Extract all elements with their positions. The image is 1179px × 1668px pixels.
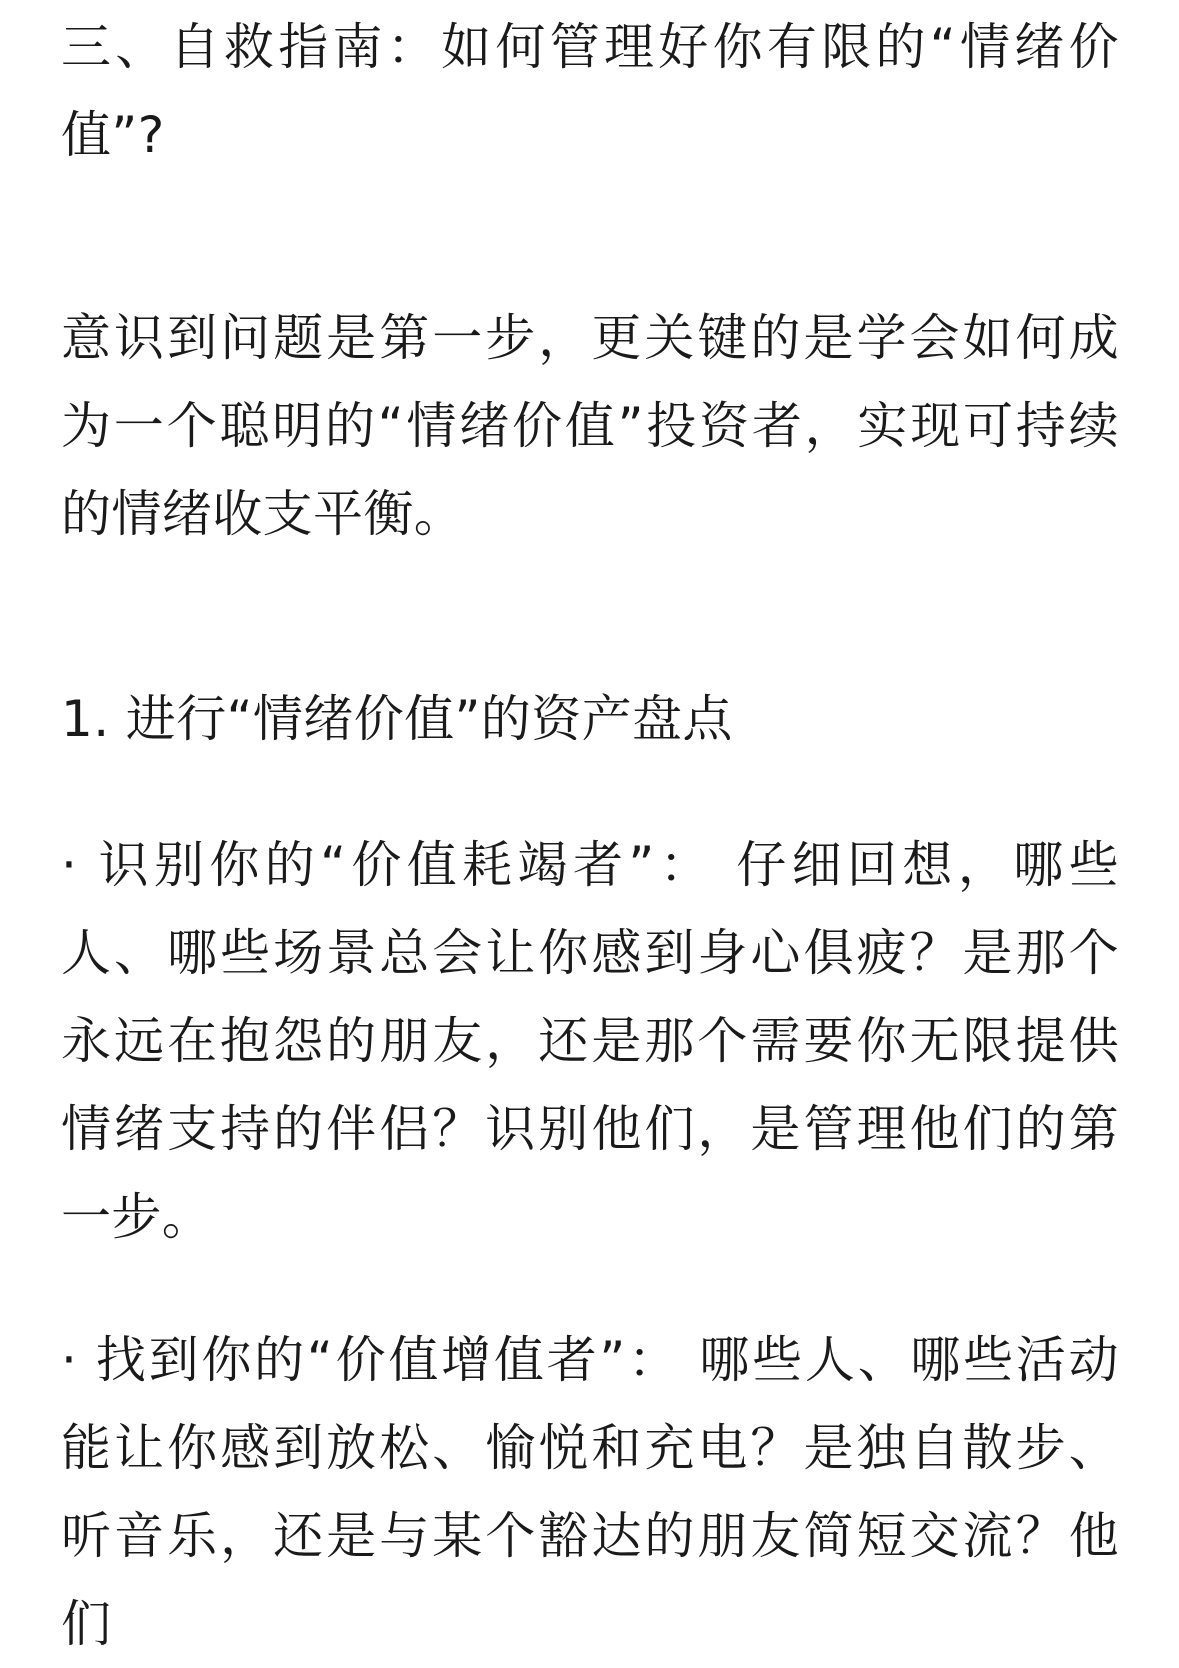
subsection-title: 1. 进行“情绪价值”的资产盘点 xyxy=(61,690,733,748)
list-item: · 识别你的“价值耗竭者”： 仔细回想，哪些人、哪些场景总会让你感到身心俱疲？是那个永远在抱怨的朋友，还是那个需要你无限提供情绪支持的伴侣？识别他们，是管理他们的第一步。 xyxy=(61,836,1119,1246)
section-heading: 三、自救指南：如何管理好你有限的“情绪价值”? xyxy=(61,18,1119,164)
list-item: · 找到你的“价值增值者”： 哪些人、哪些活动能让你感到放松、愉悦和充电？是独自散步、听音乐，还是与某个豁达的朋友简短交流？他们 xyxy=(61,1331,1119,1653)
intro-paragraph: 意识到问题是第一步，更关键的是学会如何成为一个聪明的“情绪价值”投资者，实现可持续的情绪收支平衡。 xyxy=(61,309,1119,543)
